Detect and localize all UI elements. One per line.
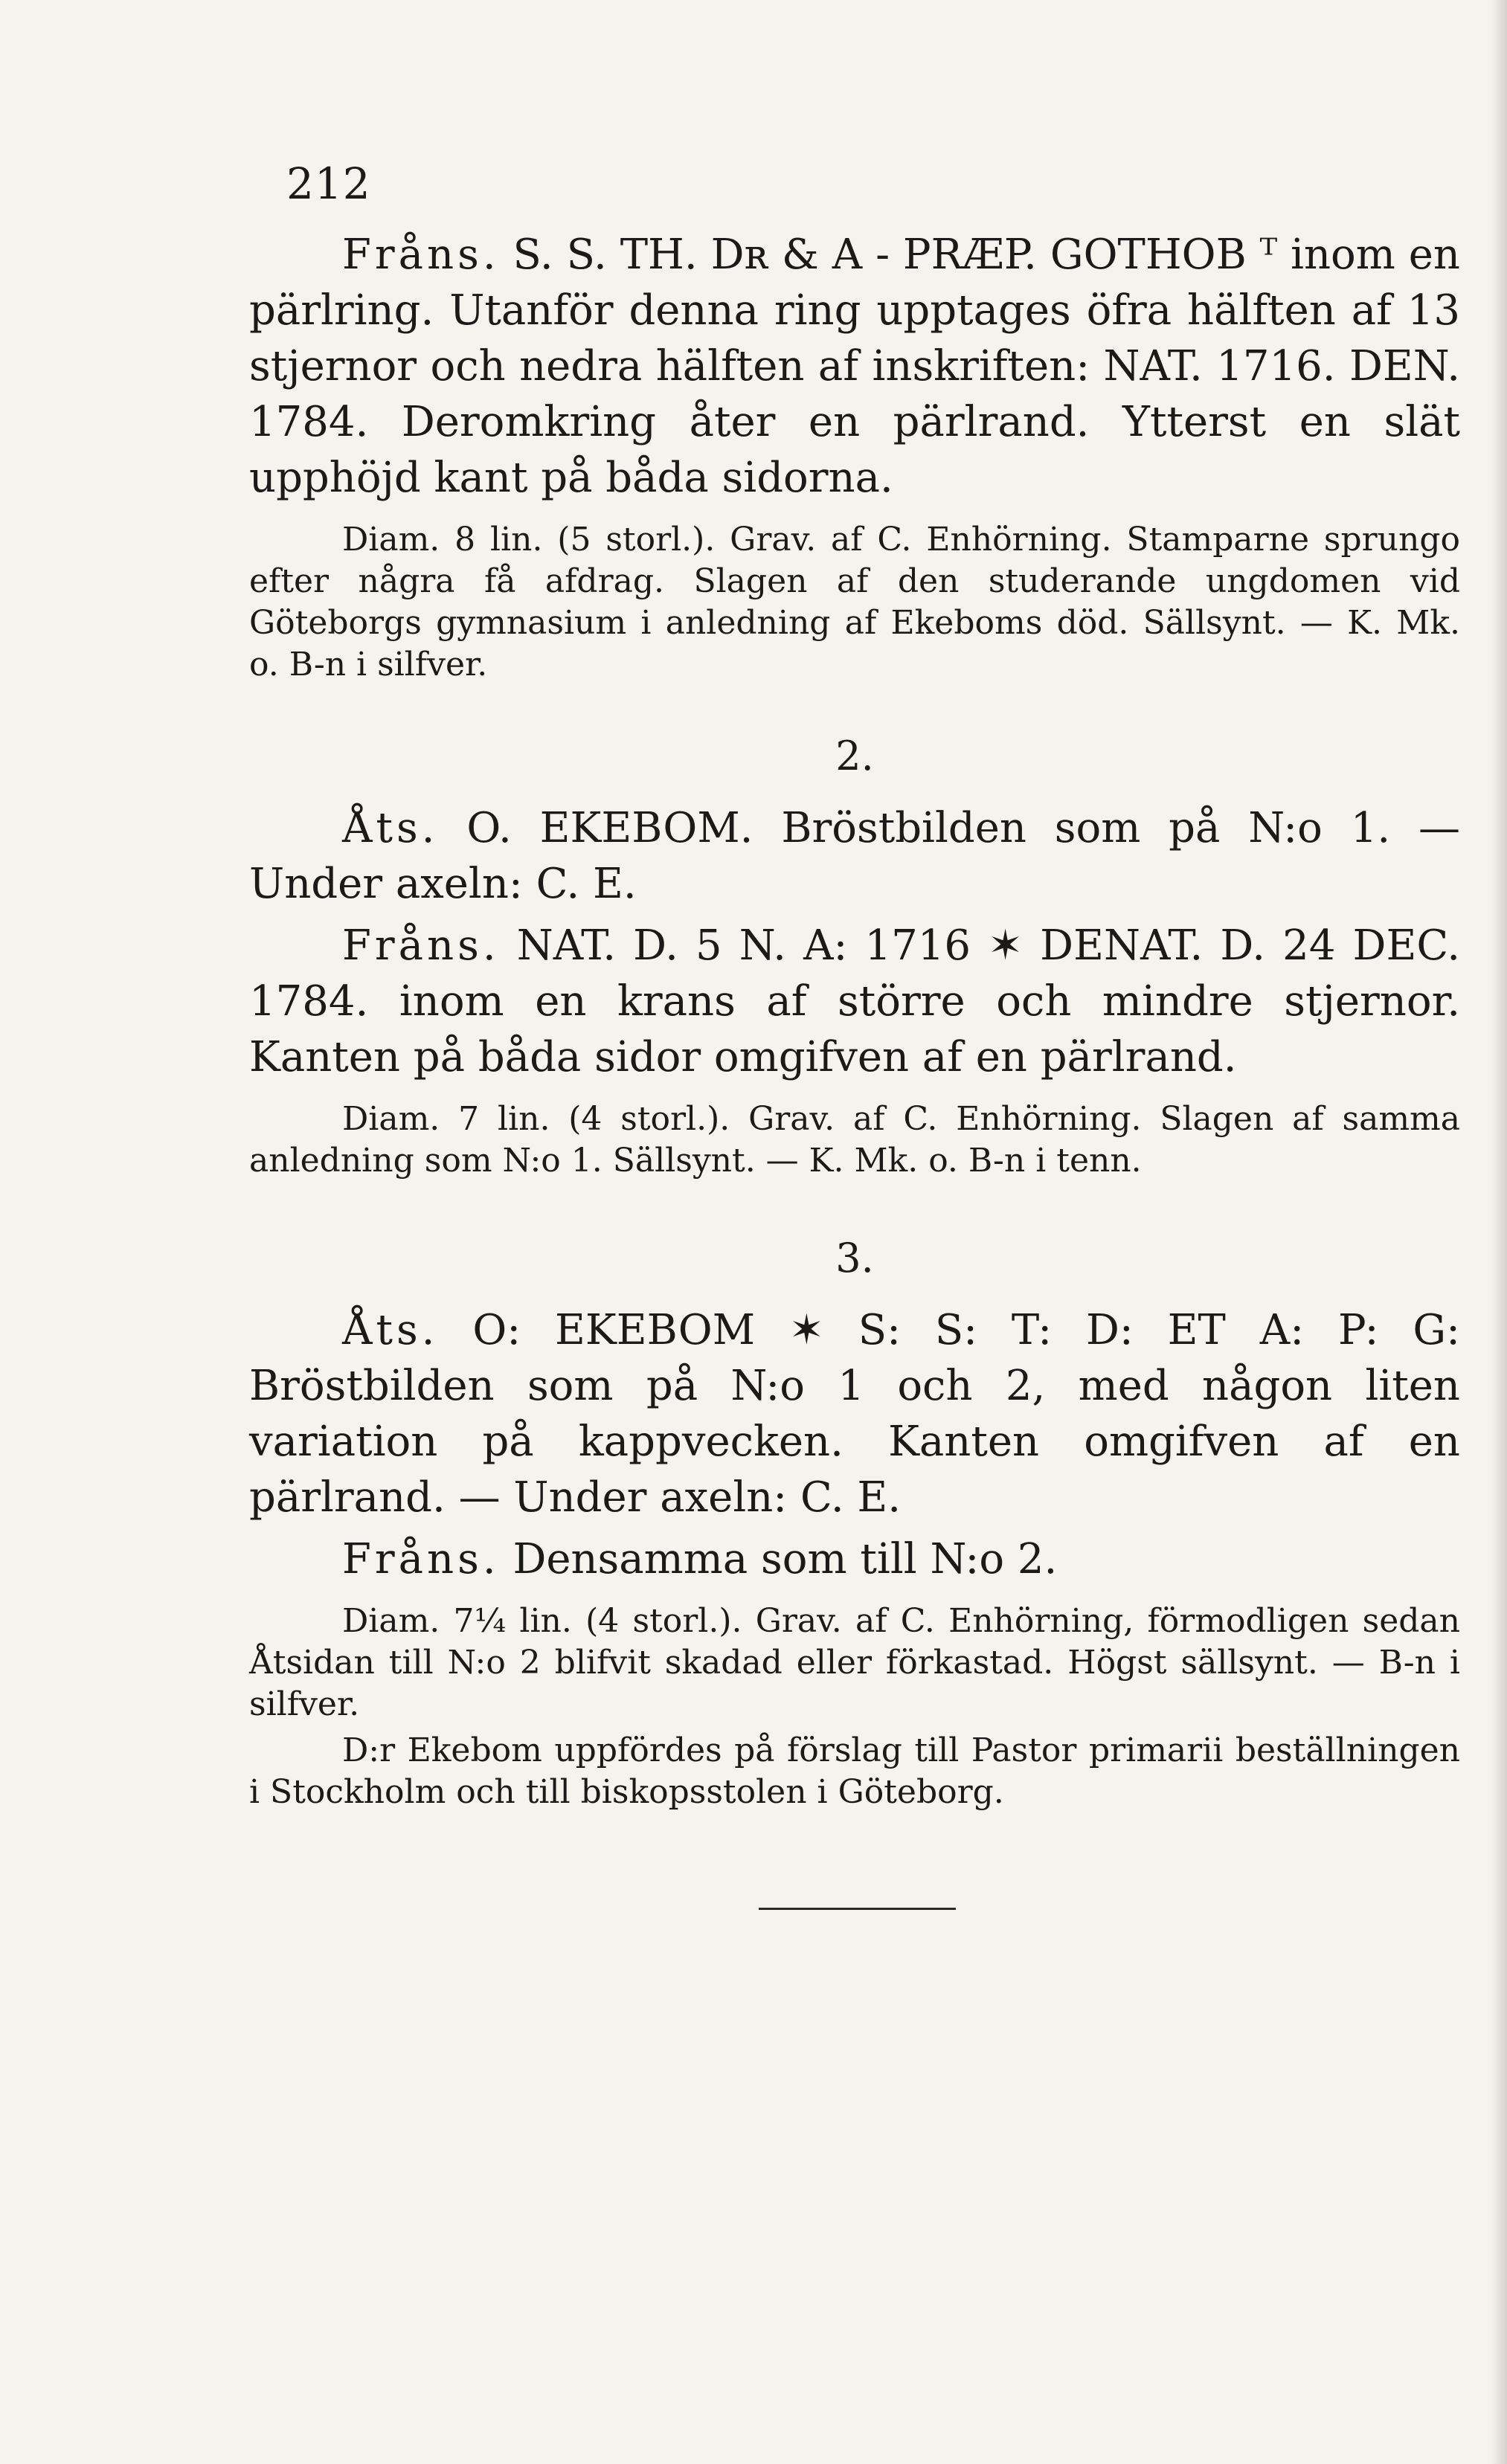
entry-2-reverse-paragraph [249,918,1460,1085]
entry-1-reverse-text: S. S. TH. Dʀ & A - PRÆP. GOTHOB ᵀ inom en pärlring. Utanför denna ring upptages öfra hälften af 13 stjernor och nedra hälften af inskriften: NAT. 1716. DEN. 1784. Deromkring åter en pärlrand. Ytterst en slät upphöjd kant på båda sidorna. [249,231,1460,502]
entry-2-note [249,1098,1460,1182]
entry-1-note-text: Diam. 8 lin. (5 storl.). Grav. af C. Enhörning. Stamparne sprungo efter några få afdrag. Slagen af den studerande ungdomen vid Göteborgs gymnasium i anledning af Ekeboms död. Sällsynt. — K. Mk. o. B-n i silfver. [249,521,1460,683]
entry-3-obverse-text: O: EKEBOM ✶ S: S: T: D: ET A: P: G: Bröstbilden som på N:o 1 och 2, med någon liten variation på kappvecken. Kanten omgifven af en pärlrand. — Under axeln: C. E. [249,1306,1460,1522]
entry-2-reverse-text: NAT. D. 5 N. A: 1716 ✶ DENAT. D. 24 DEC. 1784. inom en krans af större och mindre stjernor. Kanten på båda sidor omgifven af en pärlrand. [249,921,1460,1081]
entry-3-note-2: D:r Ekebom uppfördes på förslag till Pastor primarii beställningen i Stockholm och till biskopsstolen i Göteborg. [249,1731,1460,1811]
page-number: 212 [286,158,371,209]
entry-3-number: 3. [835,1235,874,1281]
section-divider-rule [759,1908,956,1910]
entry-2-description [249,800,1460,1085]
entry-2-obverse-label: Åts. [342,804,439,852]
entry-3-description [249,1302,1460,1587]
entry-2 [249,733,1460,1182]
page-edge-shadow [1491,0,1507,2464]
entry-3-obverse-paragraph [249,1302,1460,1525]
entry-1-note [249,519,1460,686]
entry-2-reverse-label: Fråns. [342,921,500,970]
entry-3-notes [249,1601,1460,1813]
entry-3-reverse-label: Fråns. [342,1535,500,1583]
entry-3-note-1: Diam. 7¼ lin. (4 storl.). Grav. af C. Enhörning, förmodligen sedan Åtsidan till N:o 2 blifvit skadad eller förkastad. Högst sällsynt. — B-n i silfver. [249,1602,1460,1723]
entry-3 [249,1235,1460,1813]
entry-1 [249,227,1460,686]
entry-2-obverse-text: O. EKEBOM. Bröstbilden som på N:o 1. — Under axeln: C. E. [249,804,1460,908]
entry-2-number: 2. [835,733,874,779]
entry-3-reverse-text: Densamma som till N:o 2. [512,1535,1058,1583]
entry-3-reverse-paragraph [249,1531,1460,1587]
entry-1-description [249,227,1460,506]
entry-3-obverse-label: Åts. [342,1306,439,1354]
entry-2-note-text: Diam. 7 lin. (4 storl.). Grav. af C. Enhörning. Slagen af samma anledning som N:o 1. Sällsynt. — K. Mk. o. B-n i tenn. [249,1100,1460,1180]
entry-1-reverse-paragraph [249,227,1460,506]
entry-2-obverse-paragraph [249,800,1460,912]
entry-1-reverse-label: Fråns. [342,231,500,279]
